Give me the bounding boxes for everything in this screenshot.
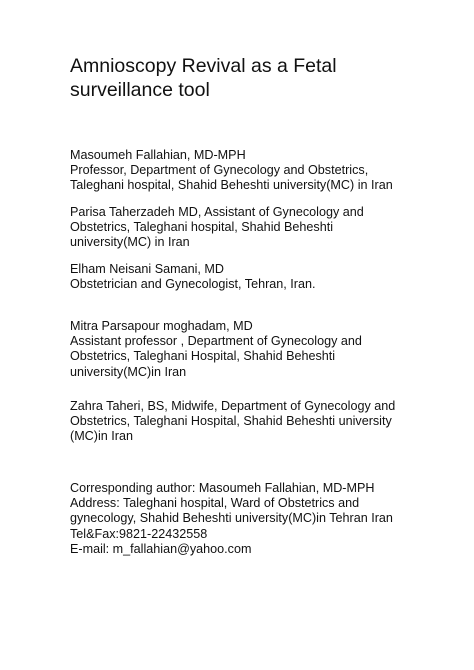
title-line: Amnioscopy Revival as a Fetal [70,55,337,77]
author-block-taherzadeh [70,205,470,251]
author-name: Parisa Taherzadeh MD, Assistant of Gynecology and [70,205,364,219]
corresponding-address: gynecology, Shahid Beheshti university(MC)in Tehran Iran [70,511,393,526]
title-line: surveillance tool [70,79,210,101]
author-block-neisani-samani [70,262,470,292]
author-affiliation: Assistant professor , Department of Gynecology and [70,334,362,349]
author-block-parsapour-moghadam [70,319,470,380]
author-affiliation: university(MC)in Iran [70,364,187,379]
author-affiliation: (MC)in Iran [70,429,133,444]
corresponding-email: E-mail: m_fallahian@yahoo.com [70,541,252,556]
author-name: Zahra Taheri, BS, Midwife, Department of Gynecology and [70,399,396,413]
author-block-taheri [70,399,470,445]
author-block-fallahian [70,148,470,194]
paper-title [70,54,450,102]
author-name: Mitra Parsapour moghadam, MD [70,319,253,333]
author-affiliation: Obstetrics, Taleghani Hospital, Shahid Beheshti [70,349,336,364]
corresponding-address: Address: Taleghani hospital, Ward of Obstetrics and [70,496,360,511]
author-affiliation: Professor, Department of Gynecology and Obstetrics, [70,163,369,178]
author-affiliation: Obstetrics, Taleghani Hospital, Shahid Beheshti university [70,414,392,429]
corresponding-author-block [70,481,470,557]
author-name: Elham Neisani Samani, MD [70,262,224,276]
author-affiliation: university(MC) in Iran [70,235,190,250]
corresponding-phone: Tel&Fax:9821-22432558 [70,526,208,541]
author-affiliation: Obstetrician and Gynecologist, Tehran, Iran. [70,277,316,292]
author-affiliation: Taleghani hospital, Shahid Beheshti university(MC) in Iran [70,178,393,193]
corresponding-author: Corresponding author: Masoumeh Fallahian, MD-MPH [70,481,375,495]
author-name: Masoumeh Fallahian, MD-MPH [70,148,246,162]
author-affiliation: Obstetrics, Taleghani hospital, Shahid Beheshti [70,220,333,235]
